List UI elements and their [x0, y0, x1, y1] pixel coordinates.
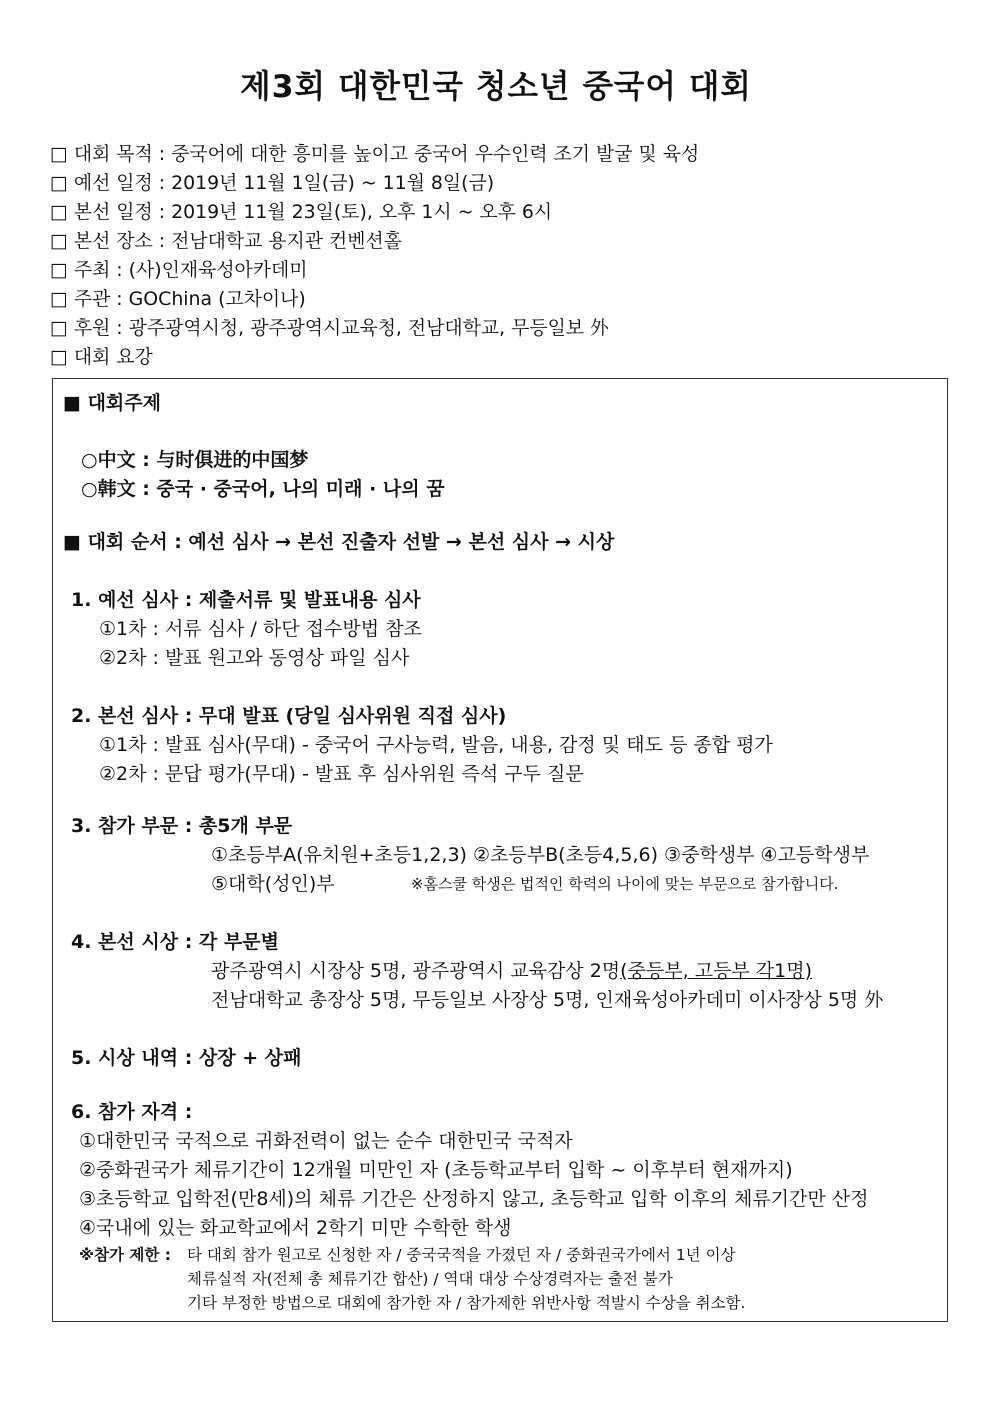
checkbox-icon: □	[50, 259, 68, 281]
checkbox-icon: □	[50, 143, 68, 165]
section-preliminary-heading: 1. 예선 심사 : 제출서류 및 발표내용 심사	[71, 589, 421, 611]
info-list	[50, 140, 950, 372]
checkbox-icon: □	[50, 172, 68, 194]
section-awards-heading: 4. 본선 시상 : 각 부문별	[71, 931, 279, 953]
checkbox-icon: □	[50, 201, 68, 223]
list-item: ④국내에 있는 화교학교에서 2학기 미만 수학한 학생	[79, 1217, 512, 1239]
info-item: □ 대회 요강	[50, 346, 153, 368]
info-item: □ 주최 : (사)인재육성아카데미	[50, 259, 308, 281]
section-divisions-heading: 3. 참가 부문 : 총5개 부문	[71, 815, 293, 837]
theme-heading: ■ 대회주제	[63, 392, 161, 414]
divisions-line: ⑤대학(성인)부	[211, 873, 335, 895]
awards-line: 전남대학교 총장상 5명, 무등일보 사장상 5명, 인재육성아카데미 이사장상 5명 外	[211, 989, 884, 1011]
checkbox-icon: □	[50, 230, 68, 252]
awards-line: 광주광역시 시장상 5명, 광주광역시 교육감상 2명(중등부, 고등부 각1명)	[211, 960, 813, 982]
info-item: □ 대회 목적 : 중국어에 대한 흥미를 높이고 중국어 우수인력 조기 발굴 및 육성	[50, 143, 700, 165]
restriction-line: 체류실적 자(전체 총 체류기간 합산) / 역대 대상 수상경력자는 출전 불가	[187, 1270, 673, 1288]
divisions-line: ①초등부A(유치원+초등1,2,3) ②초등부B(초등4,5,6) ③중학생부 ④고등학생부	[211, 844, 870, 866]
section-prizes-heading: 5. 시상 내역 : 상장 + 상패	[71, 1047, 302, 1069]
restriction-line: 기타 부정한 방법으로 대회에 참가한 자 / 참가제한 위반사항 적발시 수상을 취소함.	[187, 1294, 746, 1312]
contest-order: ■ 대회 순서 : 예선 심사 → 본선 진출자 선발 → 본선 심사 → 시상	[63, 531, 615, 553]
restriction-line: 타 대회 참가 원고로 신청한 자 / 중국국적을 가졌던 자 / 중화권국가에서 1년 이상	[187, 1246, 736, 1264]
homeschool-note: ※홈스쿨 학생은 법적인 학력의 나이에 맞는 부문으로 참가합니다.	[411, 875, 839, 893]
info-item: □ 본선 일정 : 2019년 11월 23일(토), 오후 1시 ~ 오후 6시	[50, 201, 553, 223]
list-item: ①대한민국 국적으로 귀화전력이 없는 순수 대한민국 국적자	[79, 1130, 573, 1152]
page-title: 제3회 대한민국 청소년 중국어 대회	[240, 69, 752, 105]
guidelines-box	[52, 378, 948, 1322]
checkbox-icon: □	[50, 317, 68, 339]
info-item: □ 후원 : 광주광역시청, 광주광역시교육청, 전남대학교, 무등일보 外	[50, 317, 609, 339]
list-item: ①1차 : 발표 심사(무대) - 중국어 구사능력, 발음, 내용, 감정 및 태도 등 종합 평가	[99, 734, 773, 756]
info-item: □ 예선 일정 : 2019년 11월 1일(금) ~ 11월 8일(금)	[50, 172, 495, 194]
list-item: ③초등학교 입학전(만8세)의 체류 기간은 산정하지 않고, 초등학교 입학 이후의 체류기간만 산정	[79, 1188, 869, 1210]
info-item: □ 본선 장소 : 전남대학교 용지관 컨벤션홀	[50, 230, 402, 252]
checkbox-icon: □	[50, 288, 68, 310]
theme-chinese: ○中文 : 与时俱进的中国梦	[81, 449, 309, 471]
checkbox-icon: □	[50, 346, 68, 368]
section-eligibility-heading: 6. 참가 자격 :	[71, 1101, 193, 1123]
info-item: □ 주관 : GOChina (고차이나)	[50, 288, 306, 310]
restriction-label: ※참가 제한 :	[79, 1246, 171, 1264]
list-item: ②2차 : 문답 평가(무대) - 발표 후 심사위원 즉석 구두 질문	[99, 763, 584, 785]
section-final-heading: 2. 본선 심사 : 무대 발표 (당일 심사위원 직접 심사)	[71, 705, 507, 727]
list-item: ②중화권국가 체류기간이 12개월 미만인 자 (초등학교부터 입학 ~ 이후부터 현재까지)	[79, 1159, 793, 1181]
theme-korean: ○韩文 : 중국 · 중국어, 나의 미래 · 나의 꿈	[81, 478, 445, 500]
list-item: ①1차 : 서류 심사 / 하단 접수방법 참조	[99, 618, 422, 640]
list-item: ②2차 : 발표 원고와 동영상 파일 심사	[99, 647, 410, 669]
